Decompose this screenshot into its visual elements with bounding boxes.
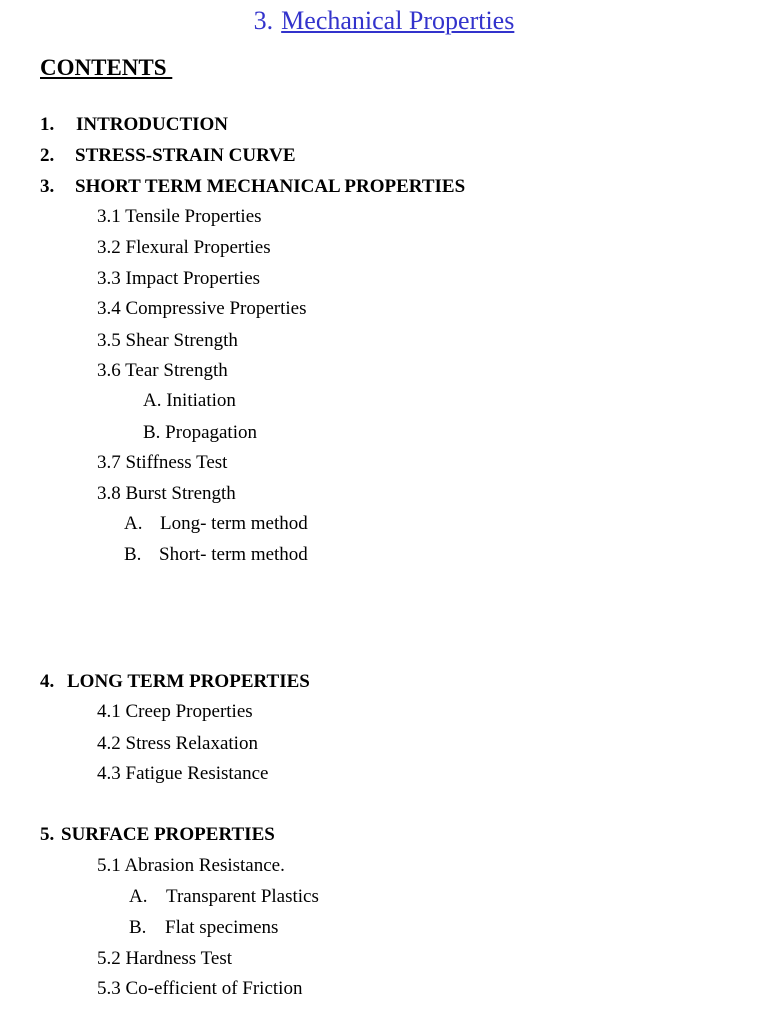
section-label: SURFACE PROPERTIES [61, 824, 275, 845]
toc-item: 5.1 Abrasion Resistance. [97, 855, 285, 876]
subitem-label: Transparent Plastics [166, 886, 319, 907]
subitem-letter: B. [124, 544, 142, 565]
subitem-letter: A. [129, 886, 148, 907]
subitem-label: Long- term method [160, 513, 308, 534]
toc-item: 4.2 Stress Relaxation [97, 733, 258, 754]
toc-section-5 [40, 823, 275, 847]
toc-item: 5.2 Hardness Test [97, 948, 232, 969]
subitem-label: Flat specimens [165, 917, 279, 938]
section-number: 3. [40, 176, 55, 197]
toc-item: 3.7 Stiffness Test [97, 452, 228, 473]
toc-section-4 [40, 670, 310, 694]
toc-item: 5.3 Co-efficient of Friction [97, 978, 303, 999]
toc-subitem: A. Initiation [143, 390, 236, 411]
section-number: 5. [40, 824, 55, 845]
toc-item: 3.4 Compressive Properties [97, 298, 307, 319]
toc-subitem [129, 885, 319, 909]
toc-item: 3.6 Tear Strength [97, 360, 228, 381]
toc-subitem [129, 916, 278, 940]
section-label: STRESS-STRAIN CURVE [75, 145, 296, 166]
subitem-label: Short- term method [159, 544, 308, 565]
toc-item: 3.2 Flexural Properties [97, 237, 271, 258]
toc-item: 3.3 Impact Properties [97, 268, 261, 289]
toc-item: 3.5 Shear Strength [97, 330, 238, 351]
section-number: 1. [40, 114, 55, 135]
toc-subitem [124, 512, 308, 536]
section-label: LONG TERM PROPERTIES [67, 671, 310, 692]
subitem-letter: A. [124, 513, 143, 534]
toc-item: 4.1 Creep Properties [97, 701, 253, 722]
toc-item: 3.1 Tensile Properties [97, 206, 262, 227]
title-number: 3. [253, 6, 274, 35]
toc-section-2 [40, 144, 296, 168]
toc-item: 3.8 Burst Strength [97, 483, 236, 504]
toc-section-1 [40, 113, 228, 137]
title-link[interactable]: Mechanical Properties [281, 6, 515, 35]
toc-subitem [124, 543, 308, 567]
section-label: INTRODUCTION [76, 114, 229, 135]
subitem-letter: B. [129, 917, 147, 938]
page-title [0, 6, 768, 36]
contents-heading: CONTENTS [40, 55, 173, 80]
section-number: 4. [40, 671, 55, 692]
toc-item: 4.3 Fatigue Resistance [97, 763, 269, 784]
toc-section-3 [40, 175, 465, 199]
section-number: 2. [40, 145, 55, 166]
section-label: SHORT TERM MECHANICAL PROPERTIES [75, 176, 466, 197]
toc-subitem: B. Propagation [143, 422, 257, 443]
